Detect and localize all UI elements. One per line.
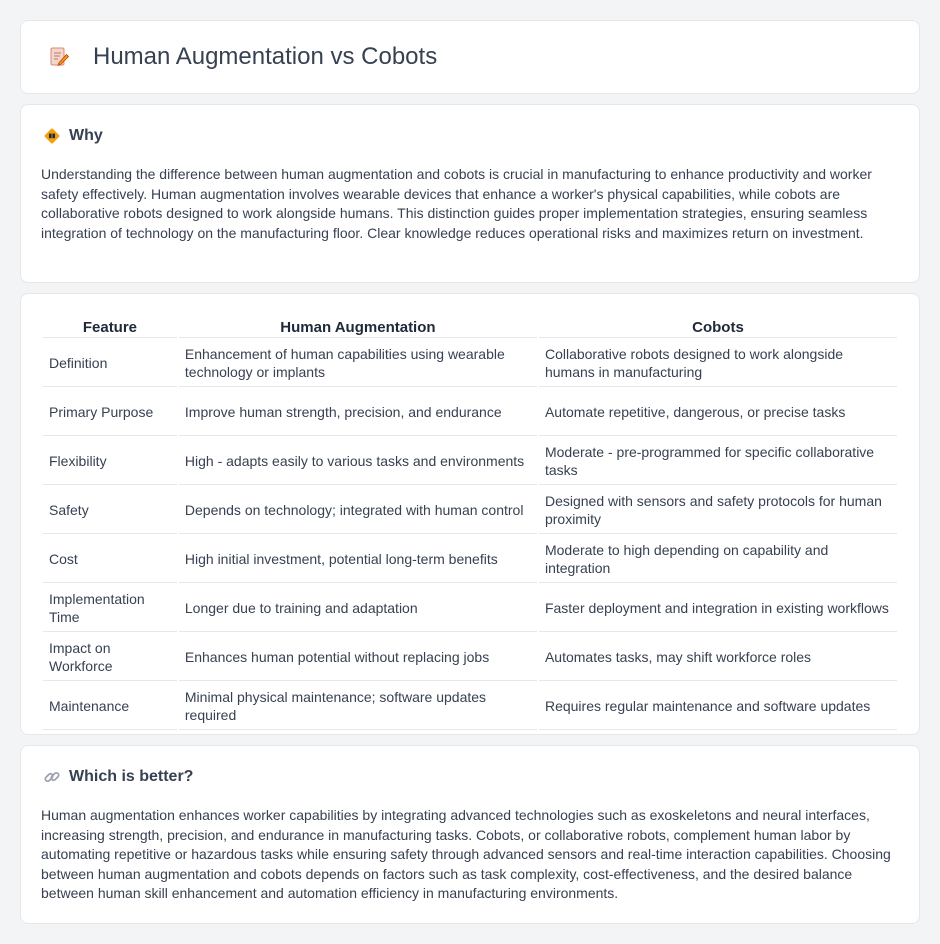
which-is-better-card bbox=[20, 745, 920, 924]
cobots-cell: Collaborative robots designed to work alongside humans in manufacturing bbox=[539, 340, 897, 387]
cobots-cell: Moderate - pre-programmed for specific collaborative tasks bbox=[539, 438, 897, 485]
human-augmentation-cell: Depends on technology; integrated with human control bbox=[179, 487, 537, 534]
better-heading: Which is better? bbox=[69, 768, 194, 785]
table-row bbox=[43, 683, 897, 730]
warning-diamond-icon bbox=[43, 127, 61, 145]
feature-cell: Implementation Time bbox=[43, 585, 177, 632]
feature-cell: Flexibility bbox=[43, 438, 177, 485]
table-row bbox=[43, 340, 897, 387]
cobots-cell: Moderate to high depending on capability and integration bbox=[539, 536, 897, 583]
why-text: Understanding the difference between human augmentation and cobots is crucial in manufacturing to enhance productivity and worker safety effectively. Human augmentation involves wearable devices that enhance a worker's physical capabilities, while cobots are collaborative robots designed to work alongside humans. This distinction guides proper implementation strategies, ensuring seamless integration of technology on the manufacturing floor. Clear knowledge reduces operational risks and maximizes return on investment. bbox=[41, 166, 872, 241]
table-row bbox=[43, 585, 897, 632]
comparison-table bbox=[41, 314, 899, 732]
title-card bbox=[20, 20, 920, 94]
table-header-row bbox=[43, 316, 897, 338]
better-header bbox=[43, 768, 193, 786]
better-text: Human augmentation enhances worker capabilities by integrating advanced technologies such as exoskeletons and neural interfaces, increasing strength, precision, and endurance in manufacturing tasks. Cobots, or collaborative robots, complement human labor by automating repetitive or hazardous tasks while ensuring safety through advanced sensors and real-time interaction capabilities. Choosing between human augmentation and cobots depends on factors such as task complexity, cost-effectiveness, and the desired balance between human skill enhancement and automation efficiency in manufacturing environments. bbox=[41, 807, 891, 902]
why-heading: Why bbox=[69, 127, 103, 144]
human-augmentation-cell: Minimal physical maintenance; software updates required bbox=[179, 683, 537, 730]
feature-cell: Cost bbox=[43, 536, 177, 583]
header-feature: Feature bbox=[43, 316, 177, 338]
table-row bbox=[43, 536, 897, 583]
human-augmentation-cell: Improve human strength, precision, and endurance bbox=[179, 389, 537, 436]
feature-cell: Definition bbox=[43, 340, 177, 387]
link-icon bbox=[43, 768, 61, 786]
why-card bbox=[20, 104, 920, 283]
page-title: Human Augmentation vs Cobots bbox=[93, 43, 438, 70]
cobots-cell: Designed with sensors and safety protocols for human proximity bbox=[539, 487, 897, 534]
cobots-cell: Automates tasks, may shift workforce roles bbox=[539, 634, 897, 681]
human-augmentation-cell: High - adapts easily to various tasks and environments bbox=[179, 438, 537, 485]
human-augmentation-cell: Enhances human potential without replacing jobs bbox=[179, 634, 537, 681]
cobots-cell: Requires regular maintenance and software updates bbox=[539, 683, 897, 730]
table-row bbox=[43, 487, 897, 534]
feature-cell: Maintenance bbox=[43, 683, 177, 730]
feature-cell: Primary Purpose bbox=[43, 389, 177, 436]
table-row bbox=[43, 389, 897, 436]
human-augmentation-cell: Enhancement of human capabilities using wearable technology or implants bbox=[179, 340, 537, 387]
header-human-augmentation: Human Augmentation bbox=[179, 316, 537, 338]
document-pencil-icon bbox=[47, 45, 71, 69]
comparison-card bbox=[20, 293, 920, 735]
table-row bbox=[43, 438, 897, 485]
why-header bbox=[43, 127, 103, 145]
header-cobots: Cobots bbox=[539, 316, 897, 338]
feature-cell: Safety bbox=[43, 487, 177, 534]
feature-cell: Impact on Workforce bbox=[43, 634, 177, 681]
cobots-cell: Automate repetitive, dangerous, or precise tasks bbox=[539, 389, 897, 436]
table-row bbox=[43, 634, 897, 681]
human-augmentation-cell: High initial investment, potential long-term benefits bbox=[179, 536, 537, 583]
cobots-cell: Faster deployment and integration in existing workflows bbox=[539, 585, 897, 632]
human-augmentation-cell: Longer due to training and adaptation bbox=[179, 585, 537, 632]
